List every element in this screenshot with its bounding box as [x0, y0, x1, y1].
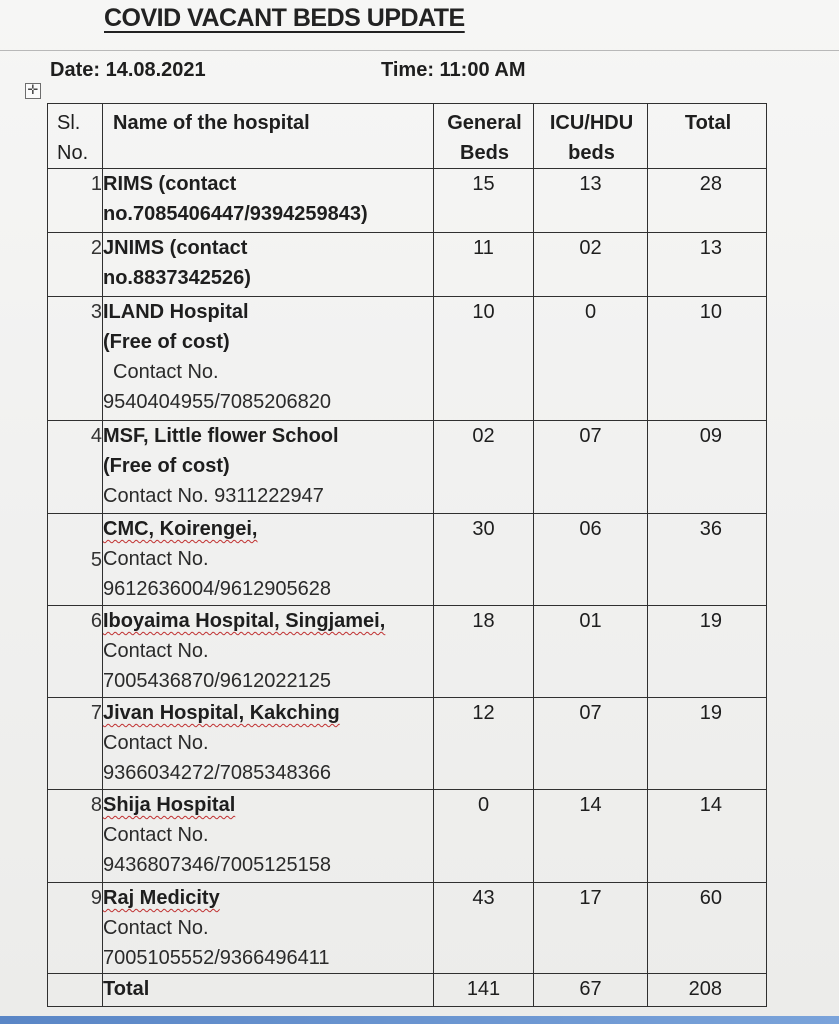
row-hospital [103, 514, 434, 606]
total-beds-cell: 28 [648, 169, 767, 233]
header-rule [0, 50, 839, 51]
general-beds-cell: 02 [434, 421, 534, 514]
contact-label: Contact No. [103, 824, 209, 846]
row-sl-no: 1 [48, 169, 103, 233]
general-beds-cell: 18 [434, 606, 534, 698]
icu-beds-cell: 06 [534, 514, 648, 606]
contact-number: 9436807346/7005125158 [103, 854, 332, 876]
hospital-name: ILAND Hospital [103, 301, 249, 323]
total-beds-cell: 19 [648, 698, 767, 790]
general-beds-cell: 30 [434, 514, 534, 606]
icu-beds-cell: 02 [534, 233, 648, 297]
icu-beds-cell: 01 [534, 606, 648, 698]
row-sl-no: 8 [48, 790, 103, 883]
hospital-name: Raj Medicity [103, 887, 220, 909]
table-row [48, 883, 767, 974]
report-date: Date: 14.08.2021 [50, 59, 206, 81]
row-sl-no: 7 [48, 698, 103, 790]
header-icu-line1: ICU/HDU [549, 112, 634, 134]
general-beds-cell: 10 [434, 297, 534, 421]
header-general-beds [434, 104, 534, 169]
report-time: Time: 11:00 AM [381, 59, 526, 81]
icu-beds-cell: 07 [534, 698, 648, 790]
header-sl-line2: No. [57, 142, 89, 164]
table-row [48, 421, 767, 514]
table-row [48, 790, 767, 883]
general-beds-cell: 11 [434, 233, 534, 297]
icu-beds-cell: 13 [534, 169, 648, 233]
table-row [48, 297, 767, 421]
contact-label: Contact No. [103, 917, 209, 939]
header-icu-line2: beds [568, 142, 615, 164]
icu-beds-cell: 17 [534, 883, 648, 974]
header-sl-line1: Sl. [57, 112, 81, 134]
contact-number: 7005105552/9366496411 [103, 947, 330, 969]
general-beds-cell: 43 [434, 883, 534, 974]
row-hospital [103, 883, 434, 974]
row-hospital [103, 169, 434, 233]
table-row [48, 514, 767, 606]
total-beds-cell: 09 [648, 421, 767, 514]
totals-sl-empty [48, 974, 103, 1007]
totals-icu-cell: 67 [534, 974, 648, 1007]
hospital-name: Iboyaima Hospital, Singjamei, [103, 610, 386, 632]
table-row [48, 169, 767, 233]
general-beds-cell: 15 [434, 169, 534, 233]
contact-label: Contact No. [103, 548, 209, 570]
totals-row [48, 974, 767, 1007]
table-row [48, 698, 767, 790]
row-sl-no: 6 [48, 606, 103, 698]
taskbar-strip [0, 1016, 839, 1024]
hospital-contact: no.7085406447/9394259843) [103, 203, 368, 225]
header-total-label: Total [684, 112, 732, 134]
document-title: COVID VACANT BEDS UPDATE [104, 4, 465, 32]
icu-beds-cell: 07 [534, 421, 648, 514]
contact-label: Contact No. [103, 640, 209, 662]
total-beds-cell: 19 [648, 606, 767, 698]
row-hospital [103, 606, 434, 698]
total-beds-cell: 13 [648, 233, 767, 297]
hospital-name: Jivan Hospital, Kakching [103, 702, 340, 724]
hospital-name: Shija Hospital [103, 794, 236, 816]
hospital-name: CMC, Koirengei, [103, 518, 258, 540]
row-sl-no: 5 [48, 514, 103, 606]
contact-number: 9540404955/7085206820 [103, 391, 332, 413]
total-beds-cell: 10 [648, 297, 767, 421]
totals-label: Total [103, 978, 150, 1000]
general-beds-cell: 0 [434, 790, 534, 883]
row-sl-no: 9 [48, 883, 103, 974]
free-of-cost-note: (Free of cost) [103, 455, 230, 477]
contact-label: Contact No. [103, 732, 209, 754]
hospital-name: RIMS (contact [103, 173, 237, 195]
icu-beds-cell: 0 [534, 297, 648, 421]
row-sl-no: 4 [48, 421, 103, 514]
row-hospital [103, 790, 434, 883]
hospital-contact: no.8837342526) [103, 267, 251, 289]
move-handle-icon[interactable]: ✛ [25, 83, 41, 99]
row-hospital [103, 233, 434, 297]
row-hospital [103, 698, 434, 790]
row-hospital [103, 421, 434, 514]
table-row [48, 233, 767, 297]
contact-label: Contact No. 9311222947 [103, 485, 324, 507]
totals-label-cell [103, 974, 434, 1007]
header-sl-no [48, 104, 103, 169]
hospital-name: JNIMS (contact [103, 237, 248, 259]
total-beds-cell: 60 [648, 883, 767, 974]
general-beds-cell: 12 [434, 698, 534, 790]
total-beds-cell: 14 [648, 790, 767, 883]
contact-number: 9612636004/9612905628 [103, 578, 332, 600]
contact-number: 9366034272/7085348366 [103, 762, 332, 784]
total-beds-cell: 36 [648, 514, 767, 606]
row-hospital [103, 297, 434, 421]
vacant-beds-table [47, 103, 767, 1007]
totals-general-cell: 141 [434, 974, 534, 1007]
totals-total-cell: 208 [648, 974, 767, 1007]
row-sl-no: 3 [48, 297, 103, 421]
free-of-cost-note: (Free of cost) [103, 331, 230, 353]
hospital-name: MSF, Little flower School [103, 425, 339, 447]
header-icu-beds [534, 104, 648, 169]
header-general-line1: General [447, 112, 522, 134]
header-total [648, 104, 767, 169]
contact-label: Contact No. [113, 361, 219, 383]
icu-beds-cell: 14 [534, 790, 648, 883]
header-hospital-name [103, 104, 434, 169]
contact-number: 7005436870/9612022125 [103, 670, 332, 692]
header-general-line2: Beds [460, 142, 509, 164]
row-sl-no: 2 [48, 233, 103, 297]
table-row [48, 606, 767, 698]
table-header-row [48, 104, 767, 169]
header-name-label: Name of the hospital [113, 112, 310, 134]
